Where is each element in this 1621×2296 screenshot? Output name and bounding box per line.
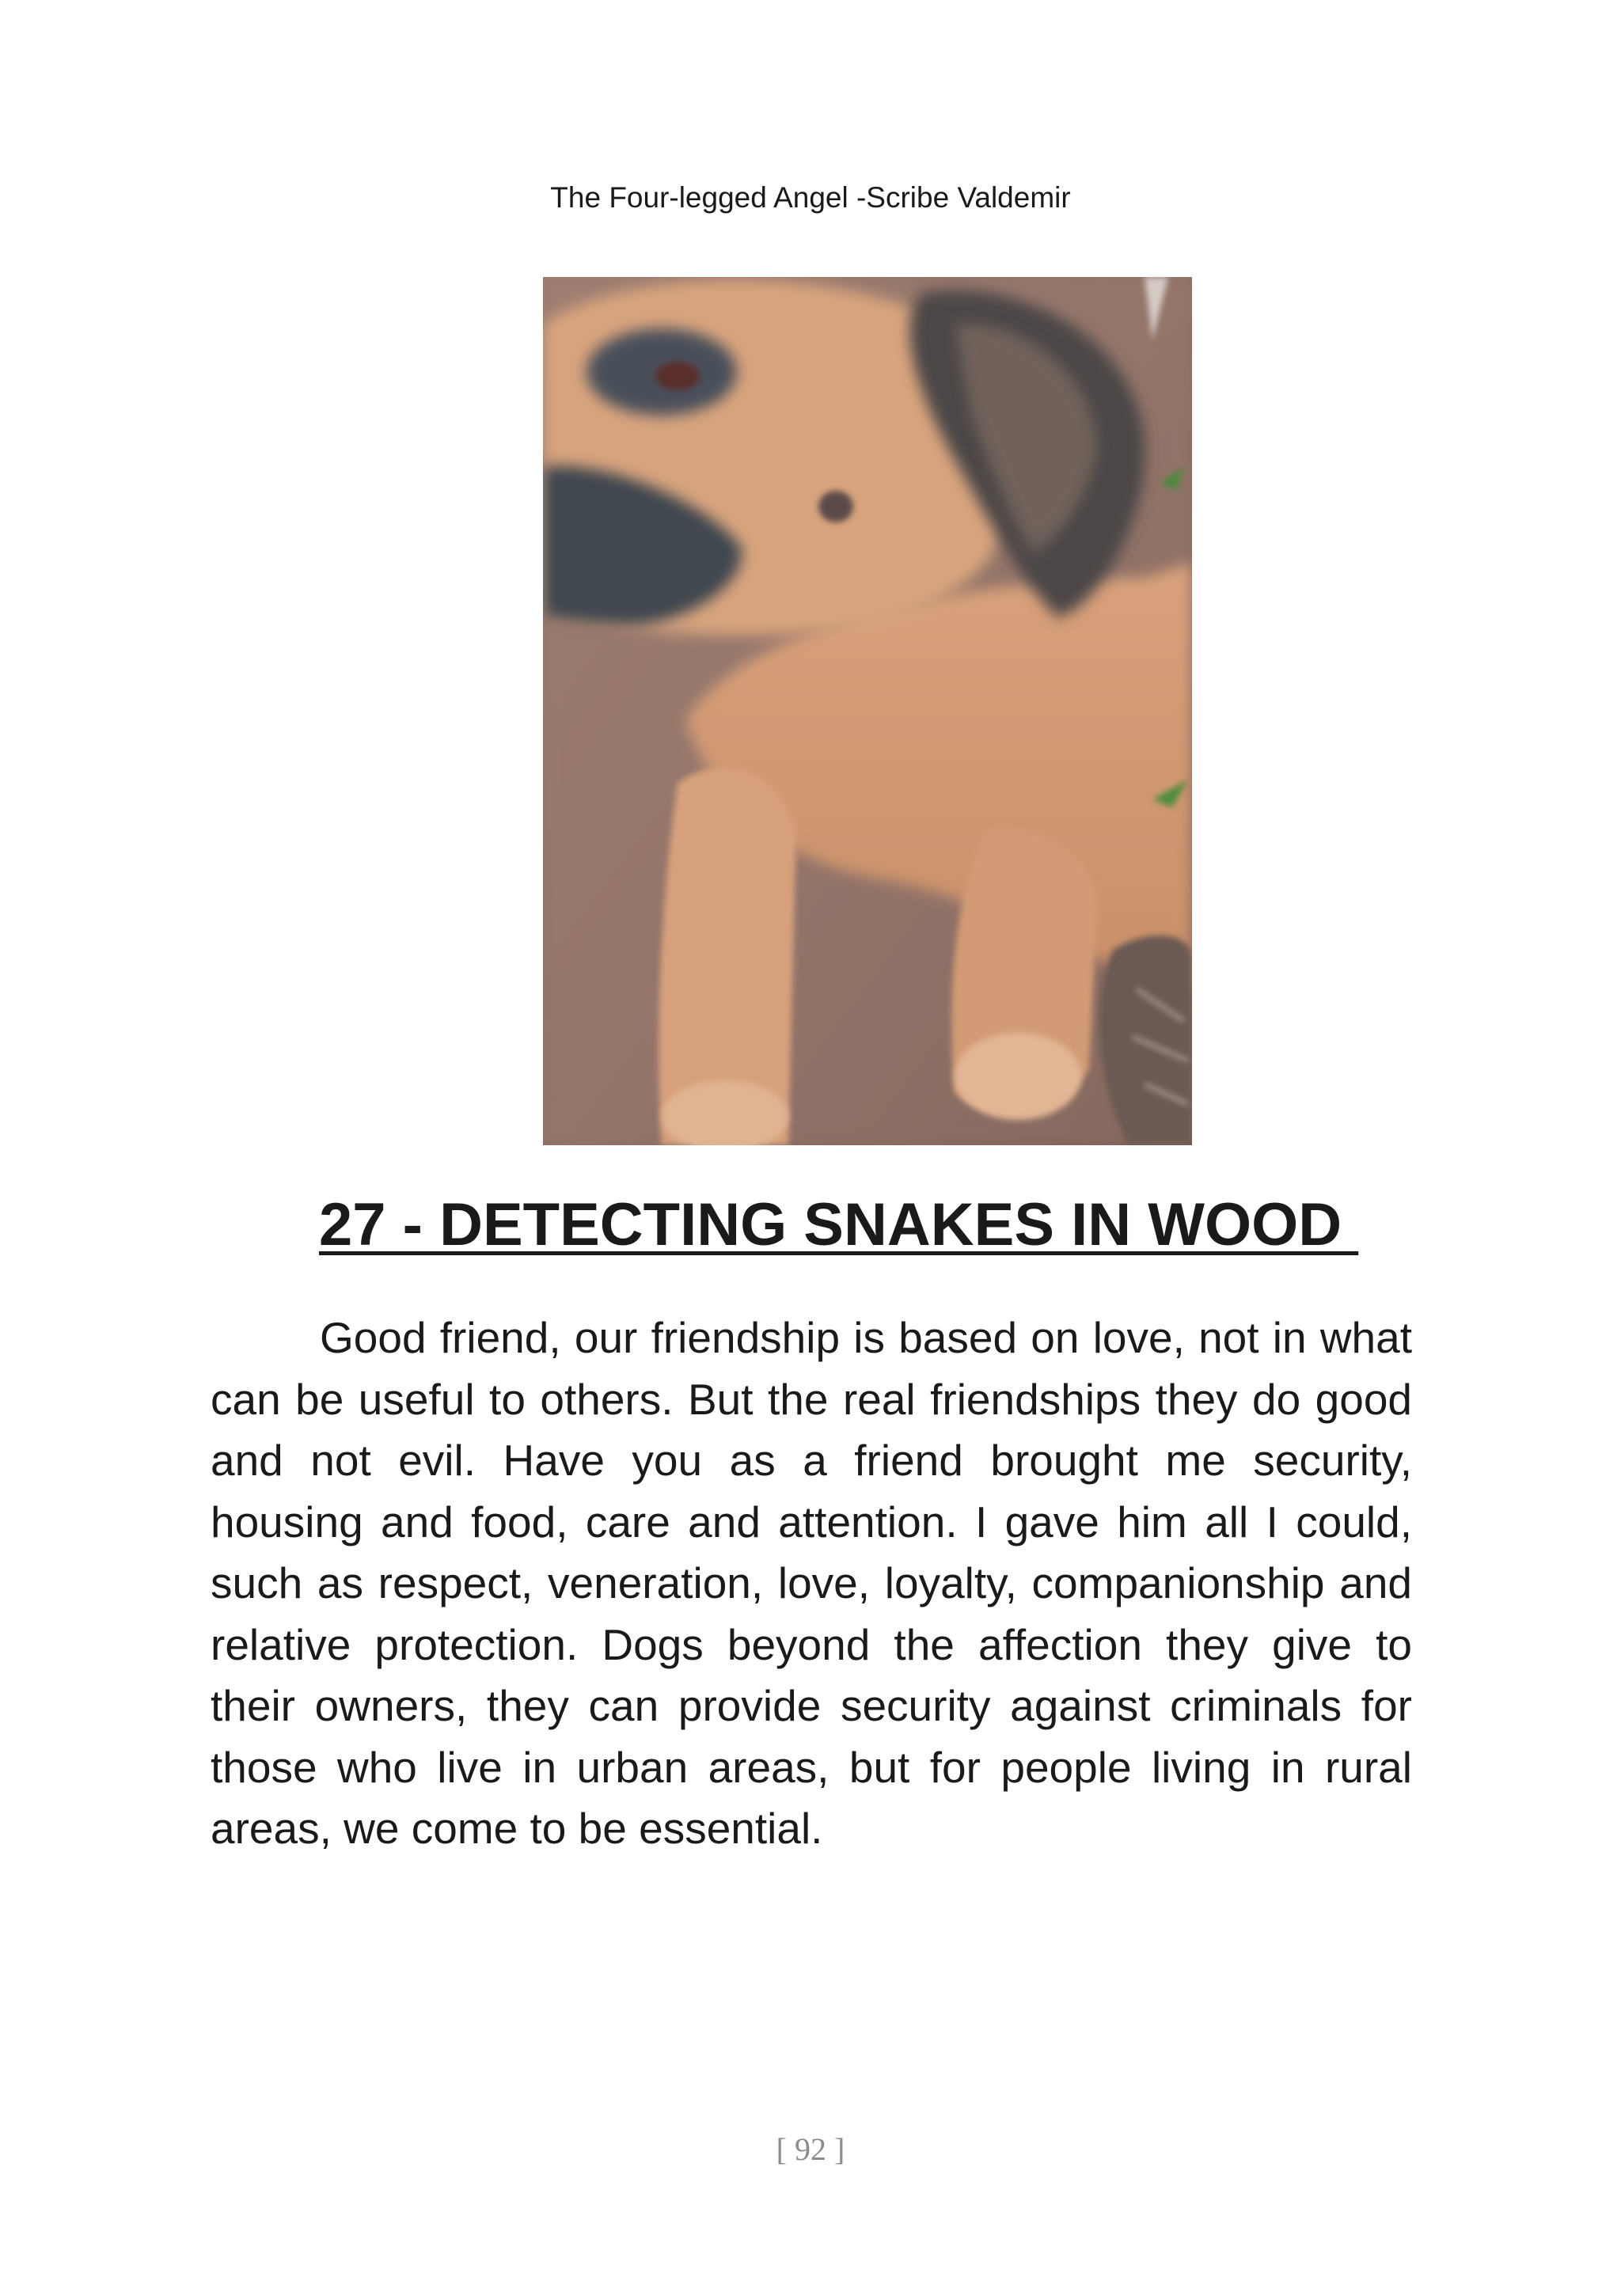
running-header: The Four-legged Angel -Scribe Valdemir [550,181,1071,214]
chapter-title: 27 - DETECTING SNAKES IN WOOD [319,1191,1359,1258]
body-paragraph: Good friend, our friendship is based on love, not in what can be useful to others. But the real friendships they do good and not evil. Have you as a friend brought me security, housing and food, care and attention. I gave him all I could, such as respect, veneration, love, loyalty, companionship and relative protection. Dogs beyond the affection they give to their owners, they can provide security against criminals for those who live in urban areas, but for people living in rural areas, we come to be essential. [211,1313,1412,1853]
page-number: [ 92 ] [776,2131,845,2167]
dog-photo [543,277,1192,1145]
